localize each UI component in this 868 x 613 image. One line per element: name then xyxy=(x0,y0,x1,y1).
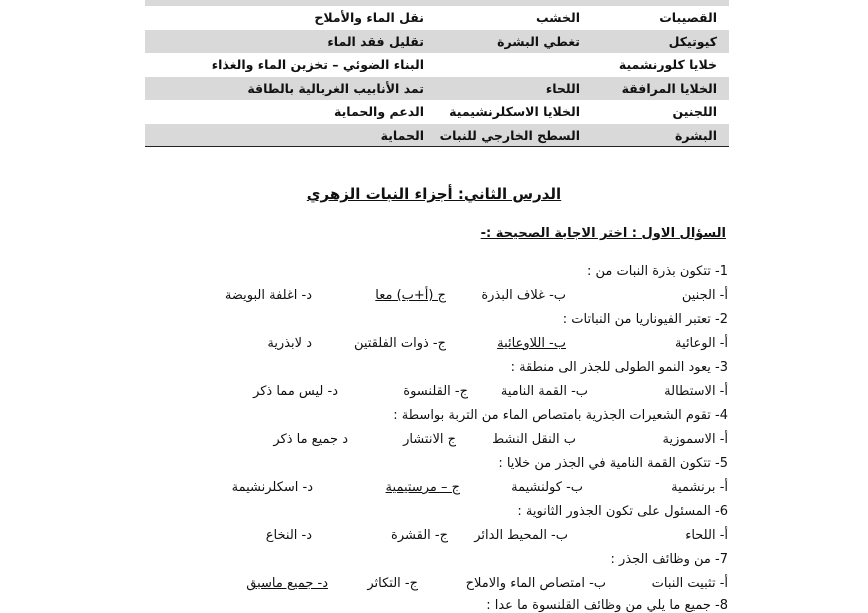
table-cell: البشرة xyxy=(675,127,717,143)
option-c: ج- ذوات الفلقتين xyxy=(353,336,446,351)
option-a: أ- الجنين xyxy=(681,288,728,303)
question-stem: 6- المسئول على تكون الجذور الثانوية : xyxy=(517,504,728,519)
question-stem: 4- تقوم الشعيرات الجذرية بامتصاص الماء من التربة بواسطة : xyxy=(393,408,728,423)
table-cell: الدعم والحماية xyxy=(334,104,424,119)
table-cell: اللجنين xyxy=(672,104,717,119)
option-c: ج- القلنسوة xyxy=(403,384,468,399)
table-row xyxy=(145,30,729,54)
option-b: ب- غلاف البذرة xyxy=(481,288,566,303)
table-cell: البناء الضوئي – تخزين الماء والغذاء xyxy=(211,57,424,72)
question-stem: 8- جميع ما يلي من وظائف القلنسوة ما عدا : xyxy=(486,598,728,613)
table-cell: الخلايا الاسكلرنشيمية xyxy=(449,104,580,119)
table-cell: تقليل فقد الماء xyxy=(327,33,424,49)
option-d: د- جميع ماسبق xyxy=(246,576,328,591)
option-d: د- النخاع xyxy=(265,528,312,543)
option-b: ب- امتصاص الماء والاملاح xyxy=(465,576,606,591)
option-d: د لابذرية xyxy=(267,336,312,351)
table-row xyxy=(145,124,729,148)
option-b: ب- كولنشيمة xyxy=(511,480,583,495)
table-cell: تمد الأنابيب الغربالية بالطاقة xyxy=(247,80,424,96)
table-cell xyxy=(434,53,594,77)
question-stem: 7- من وظائف الجذر : xyxy=(610,552,728,567)
table-cell: تغطي البشرة xyxy=(497,33,580,49)
table-cell: الخلايا المرافقة xyxy=(621,80,717,96)
option-d: د- اسكلرنشيمة xyxy=(231,480,313,495)
option-b: ب النقل النشط xyxy=(492,432,576,447)
lesson-title-text: الدرس الثاني: أجزاء النبات الزهري xyxy=(306,185,562,203)
question-stem: 5- تتكون القمة النامية في الجذر من خلايا : xyxy=(498,456,728,471)
table-row xyxy=(145,53,729,77)
option-a: أ- برنشمية xyxy=(671,480,728,495)
option-b: ب- القمة النامية xyxy=(500,384,588,399)
option-d: د جميع ما ذكر xyxy=(273,432,348,447)
option-c: ج – مرستيمية xyxy=(385,480,460,495)
table-cell: القصيبات xyxy=(659,10,717,25)
option-a: أ- الاسموزية xyxy=(662,432,728,447)
option-d: د- اغلفة البويضة xyxy=(224,288,312,303)
answers-table xyxy=(145,0,729,147)
option-c: ج- التكاثر xyxy=(367,576,418,591)
table-row xyxy=(145,6,729,30)
table-row xyxy=(145,100,729,124)
table-cell: كيوتيكل xyxy=(668,33,717,49)
option-d: د- ليس مما ذكر xyxy=(253,384,338,399)
table-row xyxy=(145,77,729,101)
table-bottom-border xyxy=(145,146,729,147)
lesson-title xyxy=(0,185,868,203)
table-cell: اللحاء xyxy=(545,80,580,96)
option-a: أ- تثبيت النبات xyxy=(651,576,728,591)
table-cell: خلايا كلورنشمية xyxy=(618,57,717,72)
option-a: أ- الاستطالة xyxy=(664,384,728,399)
option-b: ب- اللاوعائية xyxy=(497,336,566,351)
question-stem: 2- تعتبر الفيوناريا من النباتات : xyxy=(562,312,728,327)
option-b: ب- المحيط الدائر xyxy=(474,528,568,543)
option-c: ج- القشرة xyxy=(391,528,448,543)
table-cell: الخشب xyxy=(536,10,580,25)
option-a: أ- الوعائية xyxy=(675,336,728,351)
question-stem: 1- تتكون بذرة النبات من : xyxy=(586,264,728,279)
option-c: ج (أ+ب) معا xyxy=(375,288,446,303)
question-heading: السؤال الاول : اختر الاجابة الصحيحة :- xyxy=(480,226,726,241)
option-c: ج الانتشار xyxy=(403,432,456,447)
question-stem: 3- يعود النمو الطولى للجذر الى منطقة : xyxy=(510,360,728,375)
table-cell: السطح الخارجي للنبات xyxy=(439,127,580,143)
table-cell: نقل الماء والأملاح xyxy=(314,10,424,25)
table-cell: الحماية xyxy=(380,127,424,143)
option-a: أ- اللحاء xyxy=(685,528,728,543)
